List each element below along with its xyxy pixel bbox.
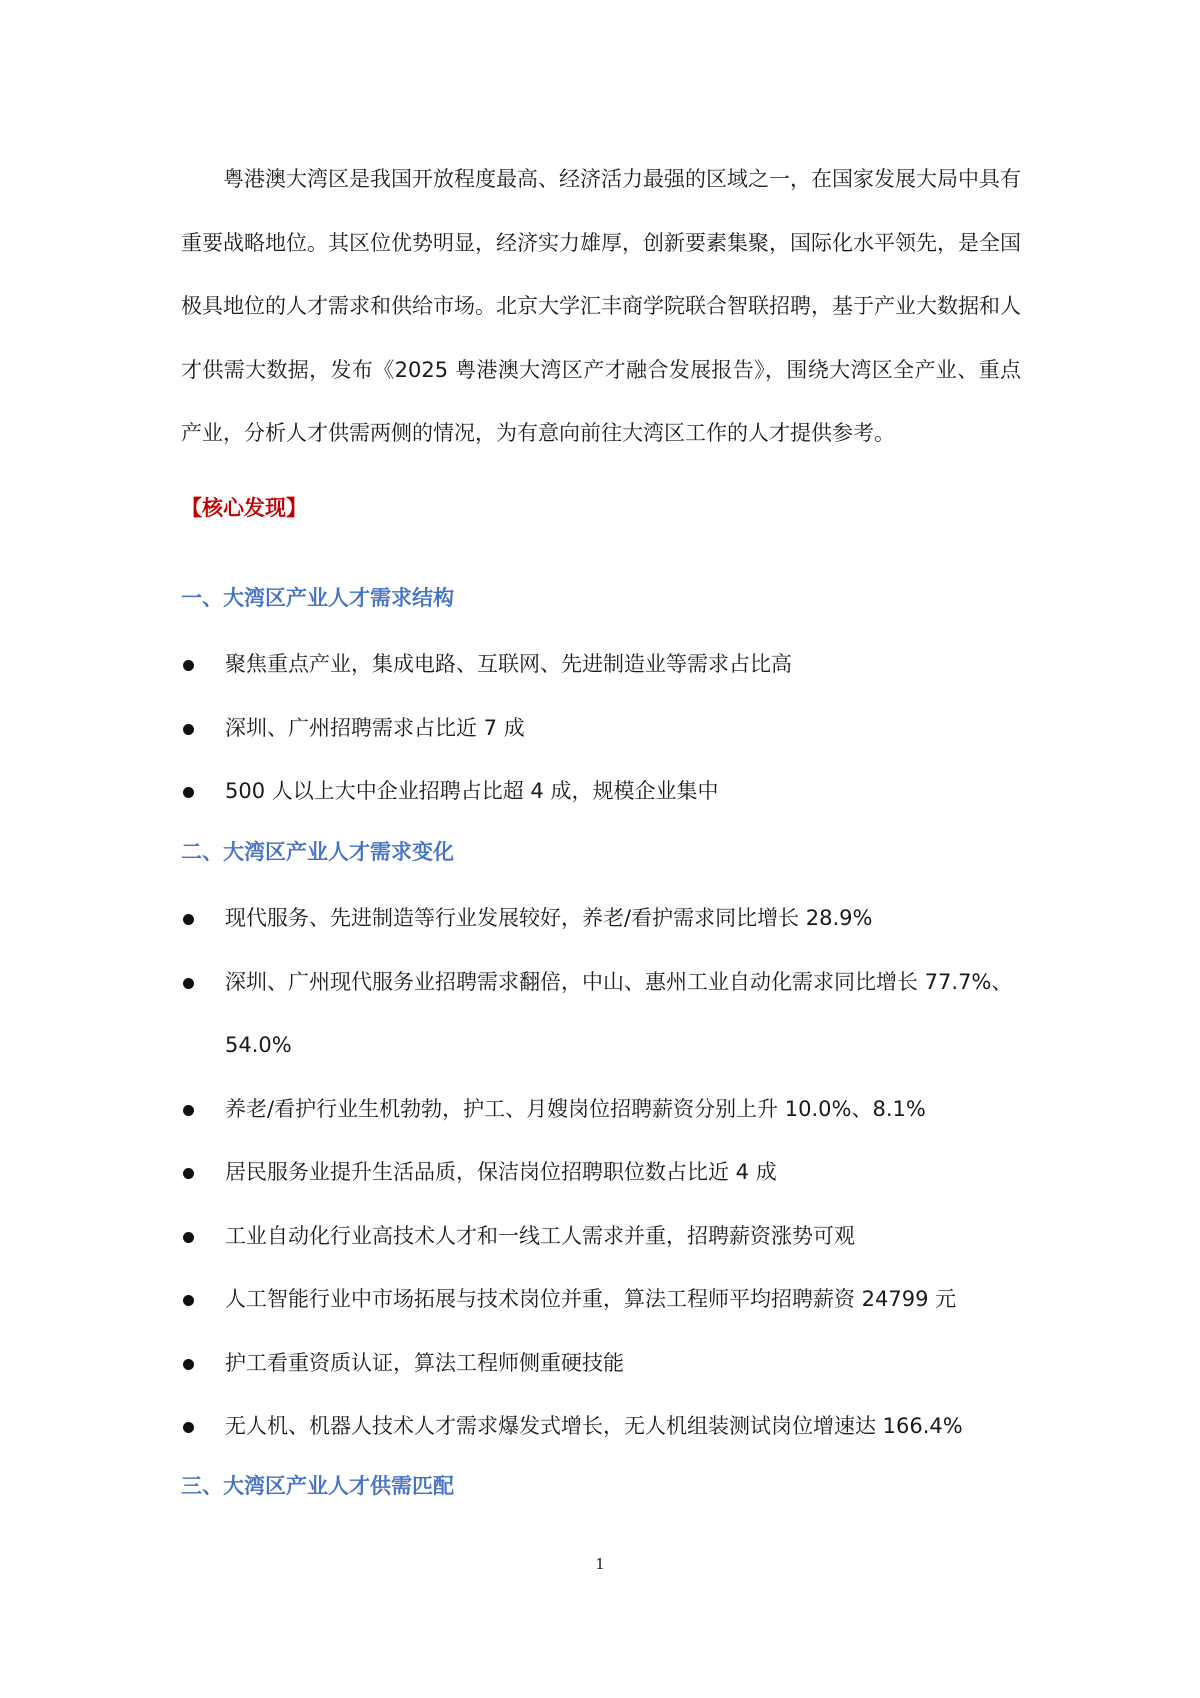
list-item-text: 聚焦重点产业，集成电路、互联网、先进制造业等需求占比高	[225, 652, 792, 676]
list-item	[181, 1268, 1021, 1332]
list-item-text: 深圳、广州现代服务业招聘需求翻倍，中山、惠州工业自动化需求同比增长 77.7%、54.0%	[225, 969, 1013, 1057]
section-heading-2: 二、大湾区产业人才需求变化	[181, 840, 454, 864]
section-heading-3: 三、大湾区产业人才供需匹配	[181, 1474, 454, 1498]
list-item-text: 居民服务业提升生活品质，保洁岗位招聘职位数占比近 4 成	[225, 1160, 777, 1184]
list-item-text: 无人机、机器人技术人才需求爆发式增长，无人机组装测试岗位增速达 166.4%	[225, 1414, 963, 1438]
list-item-text: 养老/看护行业生机勃勃，护工、月嫂岗位招聘薪资分别上升 10.0%、8.1%	[225, 1096, 926, 1121]
list-item	[181, 760, 1021, 824]
list-item	[181, 1141, 1021, 1205]
list-item	[181, 887, 1021, 951]
list-item	[181, 1078, 1021, 1142]
list-item-text: 人工智能行业中市场拓展与技术岗位并重，算法工程师平均招聘薪资 24799 元	[225, 1287, 957, 1311]
list-item-text: 深圳、广州招聘需求占比近 7 成	[225, 715, 525, 740]
bullet-dot-icon	[183, 978, 194, 989]
list-item-text: 工业自动化行业高技术人才和一线工人需求并重，招聘薪资涨势可观	[225, 1223, 855, 1248]
page-number: 1	[595, 1555, 605, 1573]
bullet-dot-icon	[183, 1422, 194, 1433]
bullet-dot-icon	[183, 1168, 194, 1179]
bullet-dot-icon	[183, 1359, 194, 1370]
core-findings-title: 【核心发现】	[181, 496, 307, 520]
bullet-dot-icon	[183, 1232, 194, 1243]
bullet-dot-icon	[183, 787, 194, 798]
list-item	[181, 951, 1021, 1078]
list-item-text: 现代服务、先进制造等行业发展较好，养老/看护需求同比增长 28.9%	[225, 906, 873, 930]
list-item	[181, 697, 1021, 761]
list-item-text: 500 人以上大中企业招聘占比超 4 成，规模企业集中	[225, 779, 719, 803]
bullet-dot-icon	[183, 660, 194, 671]
list-item	[181, 1332, 1021, 1396]
bullet-dot-icon	[183, 1105, 194, 1116]
section-heading-1: 一、大湾区产业人才需求结构	[181, 586, 454, 610]
list-item	[181, 1395, 1021, 1459]
list-item-text: 护工看重资质认证，算法工程师侧重硬技能	[225, 1350, 624, 1375]
bullet-dot-icon	[183, 914, 194, 925]
section-2-bullet-list	[181, 887, 1021, 1459]
bullet-dot-icon	[183, 1295, 194, 1306]
list-item	[181, 633, 1021, 697]
list-item	[181, 1205, 1021, 1269]
bullet-dot-icon	[183, 724, 194, 735]
section-1-bullet-list	[181, 633, 1021, 824]
intro-paragraph: 粤港澳大湾区是我国开放程度最高、经济活力最强的区域之一，在国家发展大局中具有重要战略地位。其区位优势明显，经济实力雄厚，创新要素集聚，国际化水平领先，是全国极具地位的人才需求和供给市场。北京大学汇丰商学院联合智联招聘，基于产业大数据和人才供需大数据，发布《2025 粤港澳大湾区产才融合发展报告》，围绕大湾区全产业、重点产业，分析人才供需两侧的情况，为有意向前往大湾区工作的人才提供参考。	[181, 167, 1021, 445]
